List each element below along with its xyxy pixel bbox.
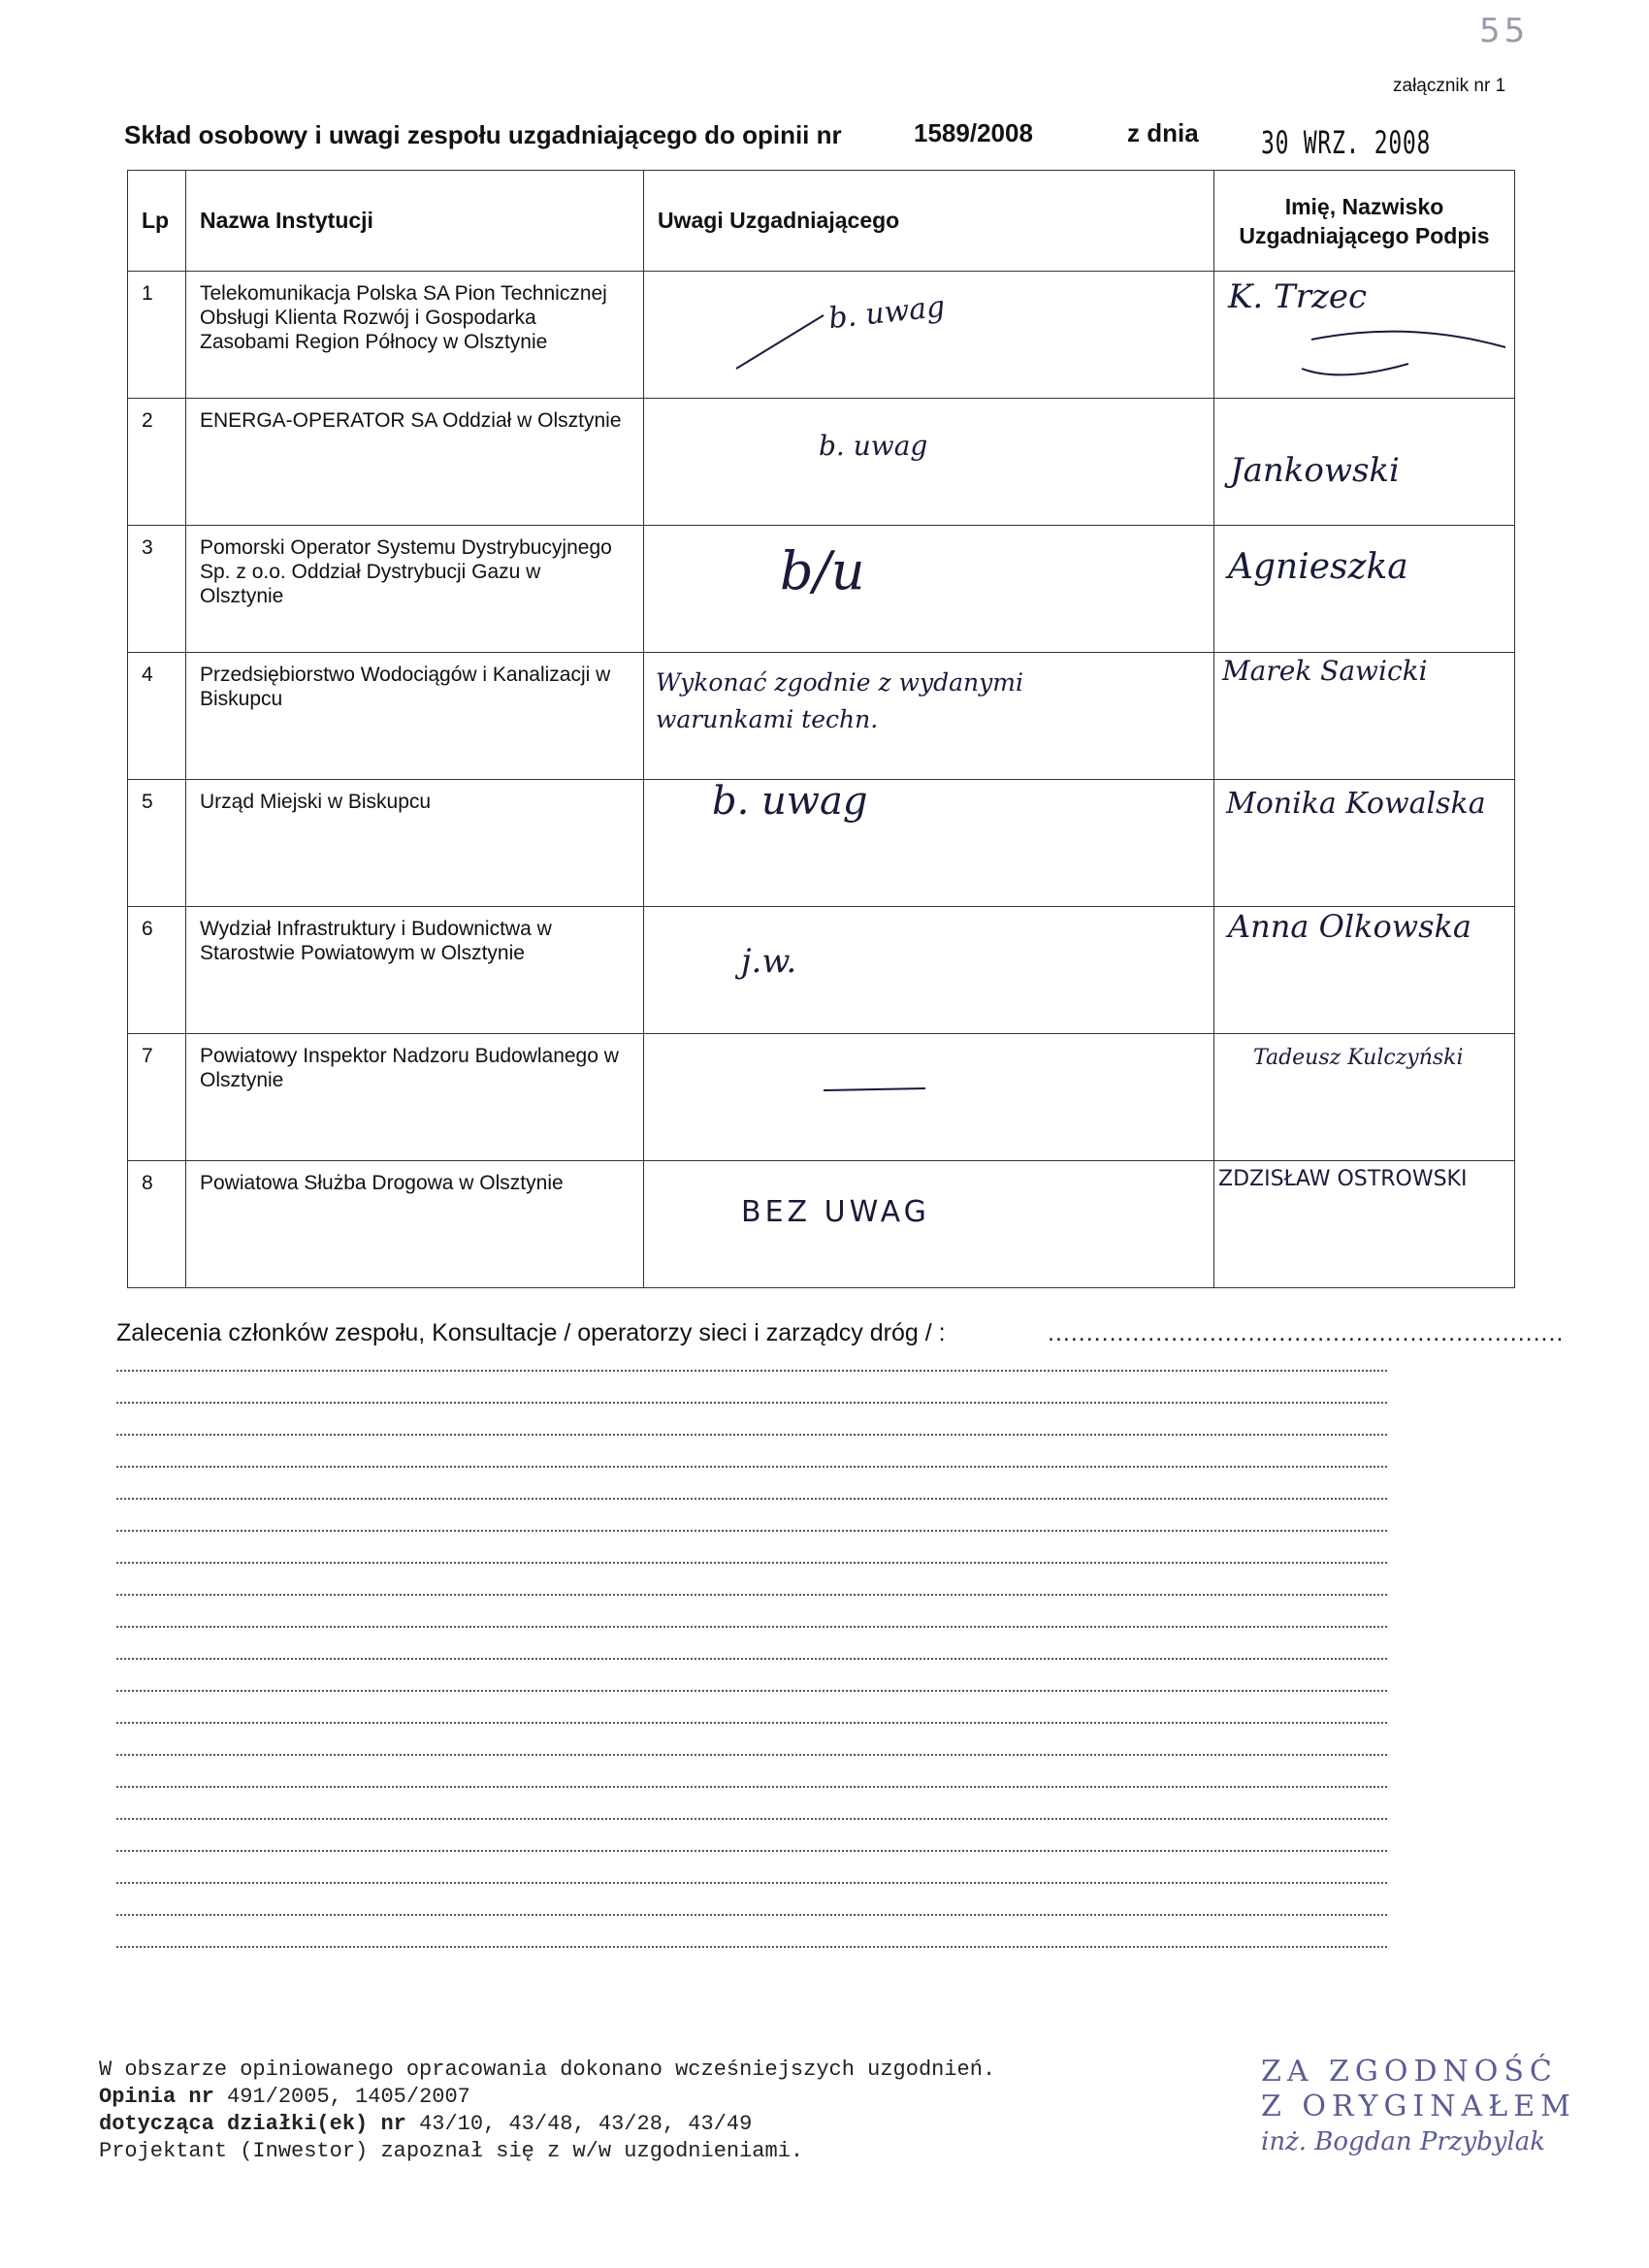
handwritten-signature: Marek Sawicki (1222, 655, 1428, 687)
annex-label: załącznik nr 1 (1393, 76, 1506, 96)
footer-notes (99, 2057, 995, 2165)
dotted-line (116, 1754, 1387, 1756)
handwritten-remark: j.w. (741, 942, 797, 981)
stamp-line-2: Z ORYGINAŁEM (1261, 2090, 1576, 2123)
row-signature (1214, 907, 1515, 1034)
dotted-line (116, 1722, 1387, 1724)
footer-line-1: W obszarze opiniowanego opracowania dokonano wcześniejszych uzgodnień. (99, 2057, 996, 2082)
handwritten-signature: ZDZISŁAW OSTROWSKI (1218, 1167, 1468, 1191)
dotted-line (116, 1626, 1387, 1628)
dotted-line (116, 1402, 1387, 1404)
table-row (128, 653, 1515, 780)
row-remark (644, 526, 1214, 653)
row-remark (644, 399, 1214, 526)
dotted-line (116, 1370, 1387, 1372)
document-title: Skład osobowy i uwagi zespołu uzgadniającego do opinii nr (124, 120, 842, 149)
dotted-line (116, 1786, 1387, 1788)
handwritten-signature: K. Trzec (1228, 277, 1368, 316)
row-lp: 8 (128, 1161, 186, 1288)
row-remark (644, 1034, 1214, 1161)
certification-stamp (1261, 2055, 1576, 2159)
row-lp: 3 (128, 526, 186, 653)
row-lp: 1 (128, 272, 186, 399)
handwritten-remark: b/u (780, 540, 865, 601)
handwritten-remark: b. uwag (712, 779, 868, 824)
row-signature (1214, 399, 1515, 526)
row-institution: Telekomunikacja Polska SA Pion Technicznej Obsługi Klienta Rozwój i Gospodarka Zasobami Region Północy w Olsztynie (186, 272, 644, 399)
handwritten-remark: b. uwag (826, 289, 947, 337)
row-signature (1214, 526, 1515, 653)
column-header-signature: Imię, Nazwisko Uzgadniającego Podpis (1214, 171, 1515, 272)
row-institution: Powiatowa Służba Drogowa w Olsztynie (186, 1161, 644, 1288)
dotted-line (116, 1850, 1387, 1852)
handwritten-remark: BEZ UWAG (741, 1195, 930, 1229)
row-institution: ENERGA-OPERATOR SA Oddział w Olsztynie (186, 399, 644, 526)
dash-mark (644, 1034, 1214, 1161)
date-stamp: 30 WRZ. 2008 (1261, 124, 1432, 161)
handwritten-signature: Agnieszka (1228, 547, 1408, 587)
handwritten-remark: Wykonać zgodnie z wydanymi warunkami techn. (656, 668, 1023, 733)
dotted-line (116, 1434, 1387, 1436)
row-lp: 4 (128, 653, 186, 780)
date-label: z dnia (1127, 118, 1199, 147)
row-remark (644, 653, 1214, 780)
signature-stroke (1214, 272, 1515, 399)
column-header-institution: Nazwa Instytucji (186, 171, 644, 272)
team-table (127, 170, 1515, 1288)
row-remark (644, 1161, 1214, 1288)
dotted-line (116, 1594, 1387, 1596)
table-row (128, 272, 1515, 399)
row-institution: Wydział Infrastruktury i Budownictwa w Starostwie Powiatowym w Olsztynie (186, 907, 644, 1034)
stamp-line-3: inż. Bogdan Przybylak (1261, 2127, 1546, 2156)
footer-line-2: Opinia nr 491/2005, 1405/2007 (99, 2085, 470, 2109)
footer-line-3: dotycząca działki(ek) nr 43/10, 43/48, 43/28, 43/49 (99, 2112, 753, 2136)
recommendations-label: Zalecenia członków zespołu, Konsultacje / operatorzy sieci i zarządcy dróg / : (116, 1319, 946, 1346)
row-lp: 2 (128, 399, 186, 526)
row-signature (1214, 653, 1515, 780)
dotted-line (116, 1562, 1387, 1564)
handwritten-signature: Anna Olkowska (1228, 908, 1471, 945)
table-row (128, 1034, 1515, 1161)
dotted-line (116, 1466, 1387, 1468)
column-header-lp: Lp (128, 171, 186, 272)
dotted-line (116, 1498, 1387, 1500)
row-signature (1214, 272, 1515, 399)
footer-line-4: Projektant (Inwestor) zapoznał się z w/w uzgodnieniami. (99, 2139, 804, 2163)
handwritten-signature: Tadeusz Kulczyński (1253, 1046, 1464, 1070)
dotted-line (116, 1914, 1387, 1916)
row-remark (644, 907, 1214, 1034)
page-number-handwritten: 55 (1479, 12, 1530, 50)
table-row (128, 907, 1515, 1034)
dotted-line (116, 1818, 1387, 1820)
row-institution: Pomorski Operator Systemu Dystrybucyjnego Sp. z o.o. Oddział Dystrybucji Gazu w Olsztynie (186, 526, 644, 653)
row-signature (1214, 780, 1515, 907)
row-remark (644, 272, 1214, 399)
dotted-line (116, 1946, 1387, 1948)
dotted-line (116, 1658, 1387, 1660)
stamp-line-1: ZA ZGODNOŚĆ (1261, 2055, 1558, 2089)
opinion-number: 1589/2008 (914, 118, 1033, 147)
table-row (128, 399, 1515, 526)
recommendations-dots: ................................................................... (1048, 1319, 1565, 1346)
row-lp: 7 (128, 1034, 186, 1161)
handwritten-signature: Monika Kowalska (1226, 787, 1486, 821)
dotted-line (116, 1530, 1387, 1532)
handwriting-stroke (644, 272, 1214, 399)
column-header-remarks: Uwagi Uzgadniającego (644, 171, 1214, 272)
row-institution: Powiatowy Inspektor Nadzoru Budowlanego w Olsztynie (186, 1034, 644, 1161)
table-row (128, 526, 1515, 653)
row-lp: 5 (128, 780, 186, 907)
table-row (128, 780, 1515, 907)
row-signature (1214, 1161, 1515, 1288)
row-lp: 6 (128, 907, 186, 1034)
handwritten-signature: Jankowski (1230, 451, 1400, 490)
table-row (128, 1161, 1515, 1288)
row-remark (644, 780, 1214, 907)
row-institution: Przedsiębiorstwo Wodociągów i Kanalizacji w Biskupcu (186, 653, 644, 780)
dotted-line (116, 1690, 1387, 1692)
dotted-line (116, 1882, 1387, 1884)
table-header-row (128, 171, 1515, 272)
handwritten-remark: b. uwag (819, 430, 928, 462)
row-signature (1214, 1034, 1515, 1161)
row-institution: Urząd Miejski w Biskupcu (186, 780, 644, 907)
